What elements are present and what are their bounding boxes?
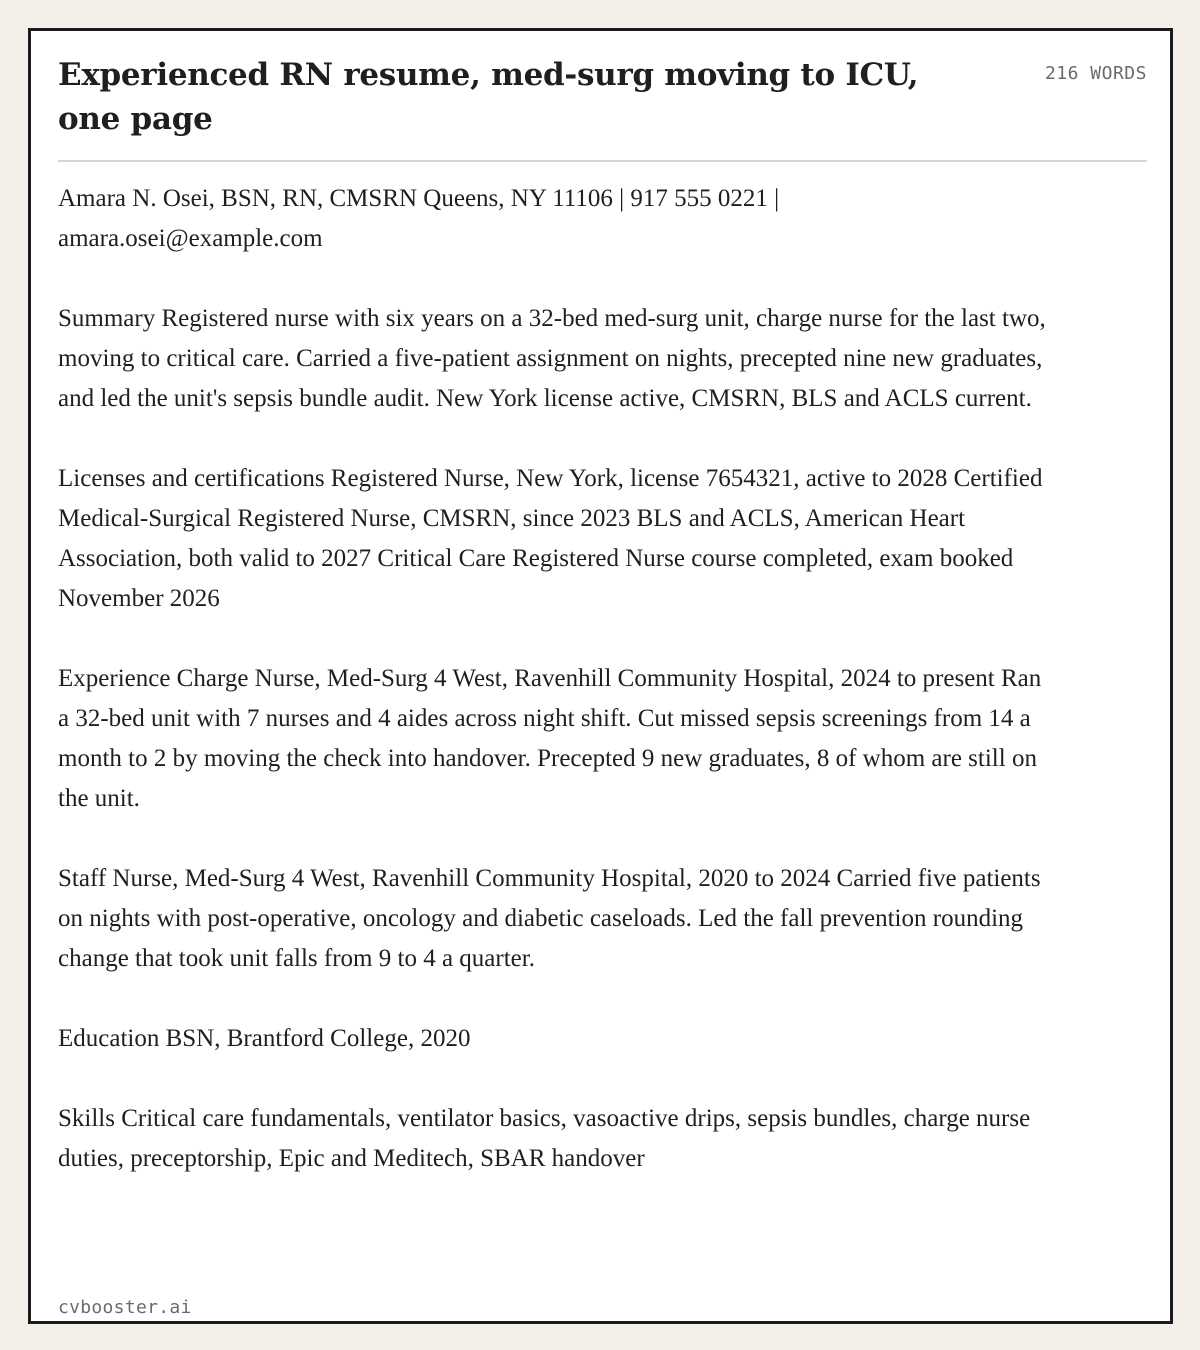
word-count-badge: 216 WORDS — [1044, 63, 1147, 84]
experience-staff-nurse: Staff Nurse, Med-Surg 4 West, Ravenhill Community Hospital, 2020 to 2024 Carried five patients on nights with post-operative, oncology and diabetic caseloads. Led the fall prevention rounding change that took unit falls from 9 to 4 a quarter. — [58, 865, 1041, 972]
resume-body — [58, 179, 1048, 1179]
experience-charge-nurse: Experience Charge Nurse, Med-Surg 4 West, Ravenhill Community Hospital, 2024 to present Ran a 32-bed unit with 7 nurses and 4 aides across night shift. Cut missed sepsis screenings from 14 a month to 2 by moving the check into handover. Precepted 9 new graduates, 8 of whom are still on the unit. — [58, 665, 1042, 812]
header-divider — [58, 160, 1147, 162]
licenses-section: Licenses and certifications Registered Nurse, New York, license 7654321, active to 2028 Certified Medical-Surgical Registered Nurse, CMSRN, since 2023 BLS and ACLS, American Heart Association, both valid to 2027 Critical Care Registered Nurse course completed, exam booked November 2026 — [58, 465, 1043, 612]
card-header — [58, 53, 1147, 141]
brand-footer: cvbooster.ai — [58, 1297, 192, 1318]
contact-line: Amara N. Osei, BSN, RN, CMSRN Queens, NY 11106 | 917 555 0221 | amara.osei@example.com — [58, 185, 780, 252]
skills-section: Skills Critical care fundamentals, ventilator basics, vasoactive drips, sepsis bundles, charge nurse duties, preceptorship, Epic and Meditech, SBAR handover — [58, 1105, 1031, 1172]
document-title: Experienced RN resume, med-surg moving to ICU, one page — [58, 57, 919, 137]
summary-section: Summary Registered nurse with six years on a 32-bed med-surg unit, charge nurse for the last two, moving to critical care. Carried a five-patient assignment on nights, precepted nine new graduates, and led the unit's sepsis bundle audit. New York license active, CMSRN, BLS and ACLS current. — [58, 305, 1046, 412]
education-section: Education BSN, Brantford College, 2020 — [58, 1025, 471, 1052]
resume-card — [28, 28, 1173, 1324]
